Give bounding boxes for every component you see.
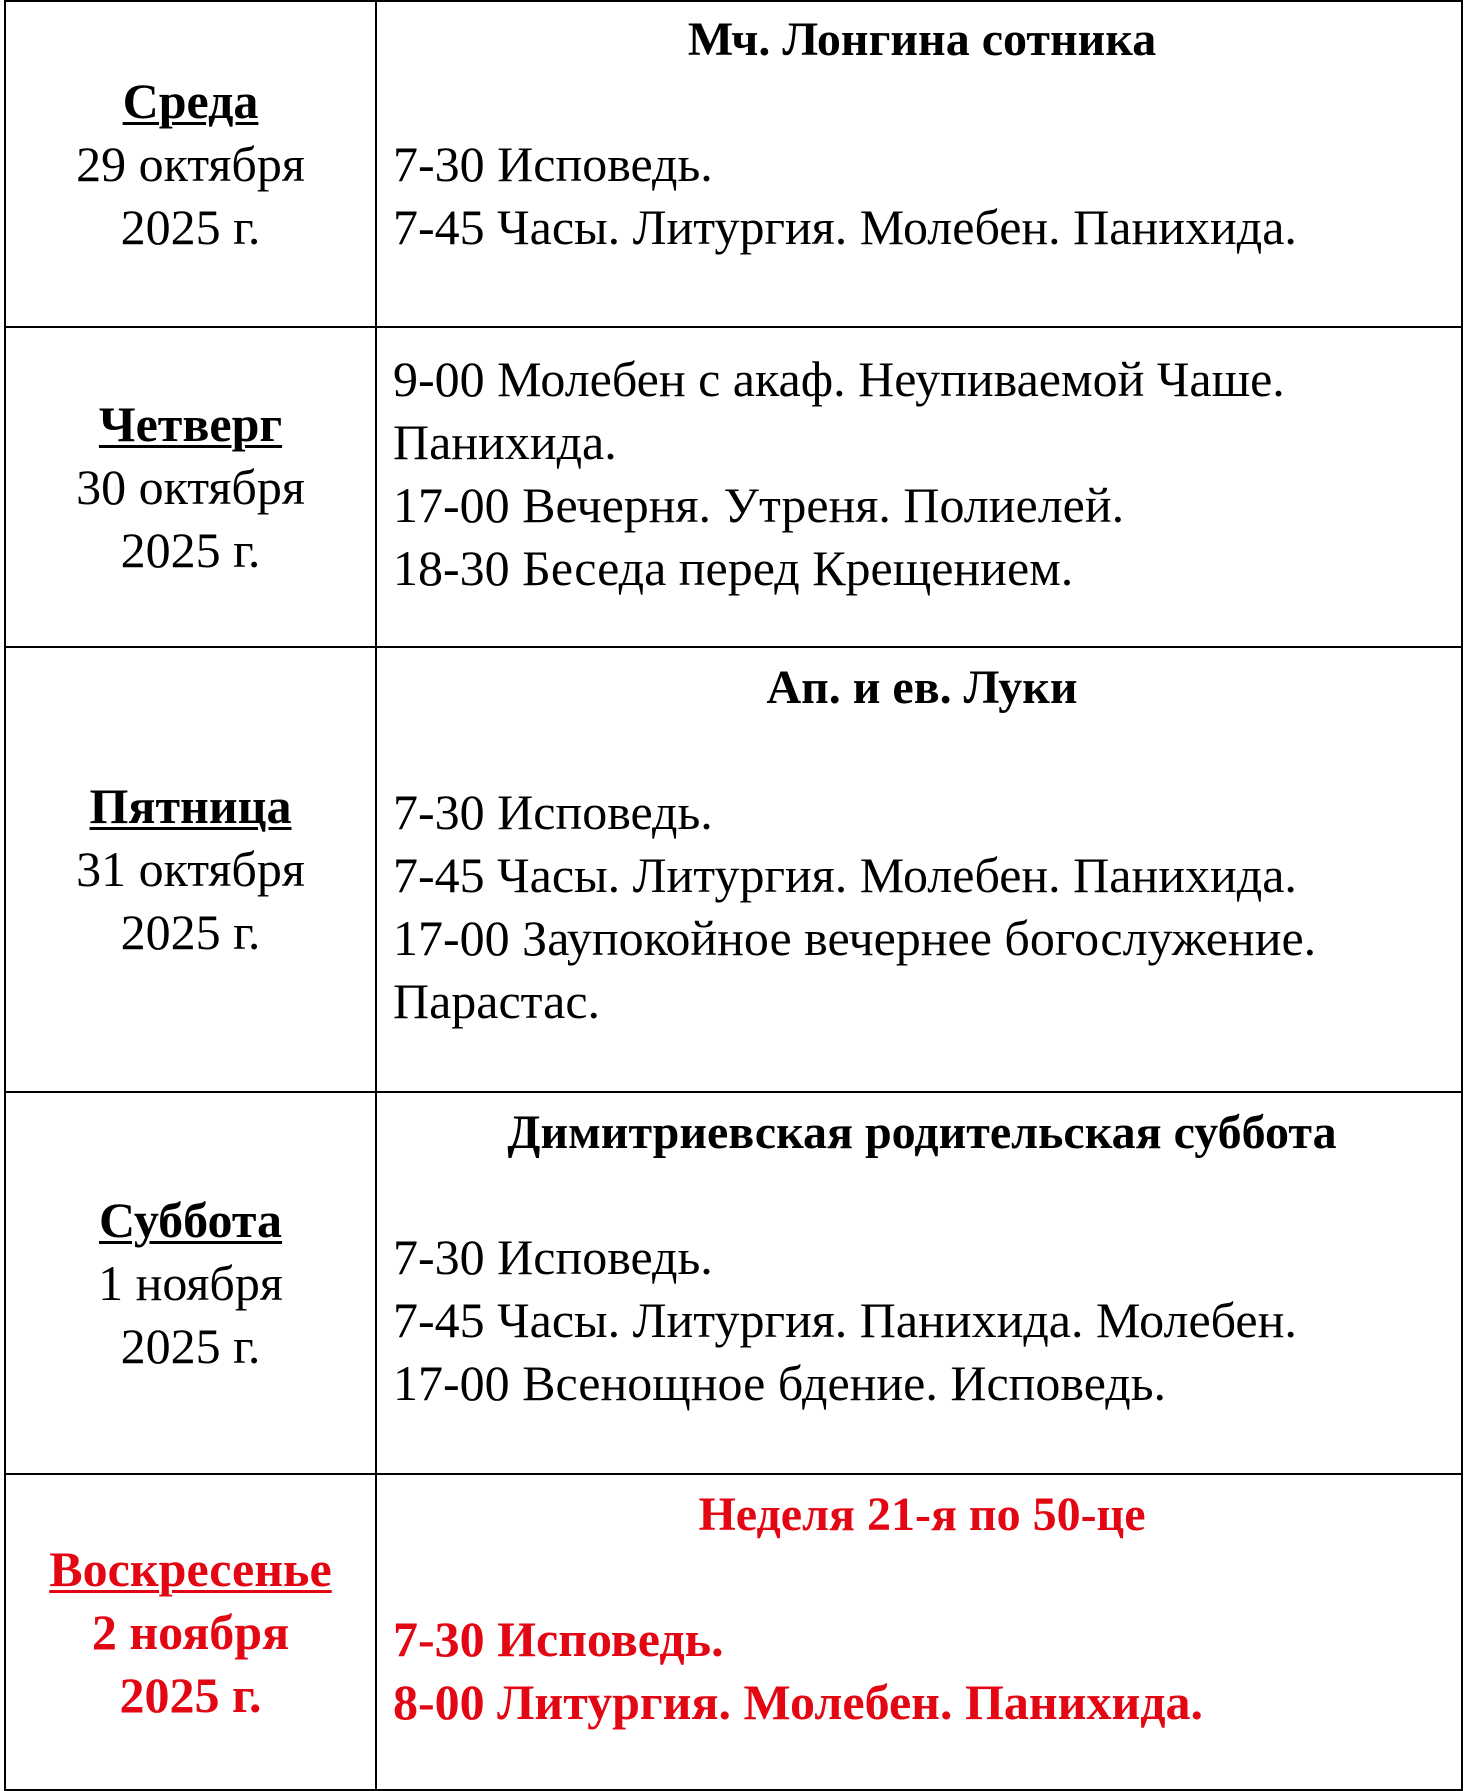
service-line: Панихида. xyxy=(393,414,617,470)
service-line: 17-00 Заупокойное вечернее богослужение. xyxy=(393,910,1317,966)
feast-title: Ап. и ев. Луки xyxy=(766,661,1078,714)
table-row xyxy=(5,1,1462,327)
day-cell xyxy=(5,1,376,327)
service-line: 7-45 Часы. Литургия. Молебен. Панихида. xyxy=(393,199,1297,255)
service-line: 7-30 Исповедь. xyxy=(393,136,713,192)
service-line: 18-30 Беседа перед Крещением. xyxy=(393,540,1074,596)
day-date: 31 октября xyxy=(76,841,305,897)
day-year: 2025 г. xyxy=(120,904,261,960)
table-row xyxy=(5,1474,1462,1790)
services-cell xyxy=(376,327,1462,647)
day-date: 2 ноября xyxy=(91,1603,290,1660)
day-year: 2025 г. xyxy=(120,521,261,578)
day-name: Четверг xyxy=(98,395,283,452)
day-cell xyxy=(5,647,376,1092)
day-date: 29 октября xyxy=(76,135,305,192)
day-cell xyxy=(5,1474,376,1790)
feast-title: Неделя 21-я по 50-це xyxy=(698,1488,1146,1541)
day-year: 2025 г. xyxy=(119,1666,262,1723)
day-name: Воскресенье xyxy=(49,1540,332,1597)
service-line: 17-00 Всенощное бдение. Исповедь. xyxy=(393,1355,1166,1411)
day-date: 30 октября xyxy=(76,458,305,515)
service-line: 7-45 Часы. Литургия. Панихида. Молебен. xyxy=(393,1292,1297,1348)
schedule-table xyxy=(4,0,1463,1791)
day-year: 2025 г. xyxy=(120,198,261,255)
day-year: 2025 г. xyxy=(120,1317,261,1374)
service-line: 7-30 Исповедь. xyxy=(393,1611,724,1667)
service-line: 8-00 Литургия. Молебен. Панихида. xyxy=(393,1674,1204,1730)
table-row xyxy=(5,647,1462,1092)
service-line: 17-00 Вечерня. Утреня. Полиелей. xyxy=(393,477,1125,533)
table-row xyxy=(5,1092,1462,1474)
day-cell xyxy=(5,1092,376,1474)
services-cell xyxy=(376,1,1462,327)
services-cell xyxy=(376,1474,1462,1790)
day-name: Пятница xyxy=(89,778,292,834)
day-date: 1 ноября xyxy=(98,1254,283,1311)
services-cell xyxy=(376,1092,1462,1474)
day-name: Среда xyxy=(122,72,259,129)
day-cell xyxy=(5,327,376,647)
service-line: 7-30 Исповедь. xyxy=(393,1229,713,1285)
feast-title: Мч. Лонгина сотника xyxy=(687,13,1157,66)
service-line: 9-00 Молебен с акаф. Неупиваемой Чаше. xyxy=(393,351,1285,407)
service-line: 7-30 Исповедь. xyxy=(393,784,713,840)
feast-title: Димитриевская родительская суббота xyxy=(507,1106,1337,1159)
service-line: 7-45 Часы. Литургия. Молебен. Панихида. xyxy=(393,847,1297,903)
day-name: Суббота xyxy=(98,1191,283,1248)
service-line: Парастас. xyxy=(393,973,601,1029)
services-cell xyxy=(376,647,1462,1092)
table-row xyxy=(5,327,1462,647)
